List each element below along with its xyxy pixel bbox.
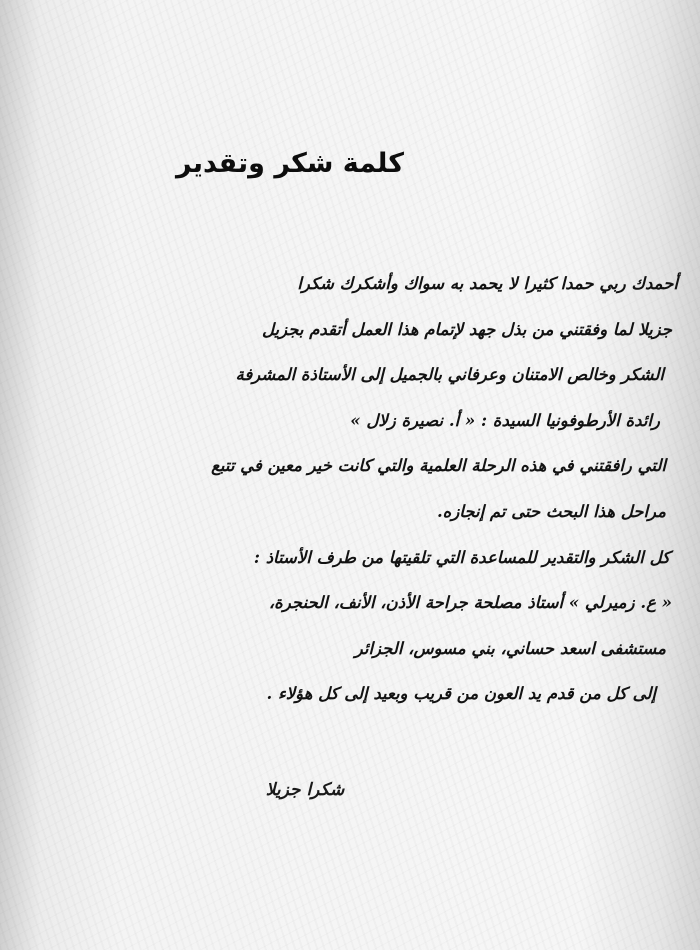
acknowledgment-body (92, 266, 678, 722)
body-line: أحمدك ربي حمدا كثيرا لا يحمد به سواك وأشكرك شكرا (297, 274, 678, 293)
body-line: مستشفى اسعد حساني، بني مسوس، الجزائر (354, 638, 666, 658)
page-title-container (0, 148, 700, 179)
signature-container (0, 780, 700, 800)
body-line: رائدة الأرطوفونيا السيدة : « أ. نصيرة زلال » (350, 410, 660, 430)
body-line: إلى كل من قدم يد العون من قريب وبعيد إلى كل هؤلاء . (266, 684, 656, 704)
body-line: جزيلا لما وفقتني من بذل جهد لإتمام هذا العمل أتقدم بجزيل (262, 319, 672, 339)
body-line: التي رافقتني في هذه الرحلة العلمية والتي كانت خير معين في تتبع (211, 456, 666, 476)
body-line: كل الشكر والتقدير للمساعدة التي تلقيتها من طرف الأستاذ : (253, 547, 670, 567)
body-line: مراحل هذا البحث حتى تم إنجازه. (436, 501, 666, 521)
page-title: كلمة شكر وتقدير (176, 148, 404, 179)
body-line: الشكر وخالص الامتنان وعرفاني بالجميل إلى الأستاذة المشرفة (235, 365, 664, 385)
signature-text: شكرا جزيلا (265, 780, 345, 800)
body-line: « ع. زميرلي » أستاذ مصلحة جراحة الأذن، الأنف، الحنجرة، (268, 593, 672, 613)
